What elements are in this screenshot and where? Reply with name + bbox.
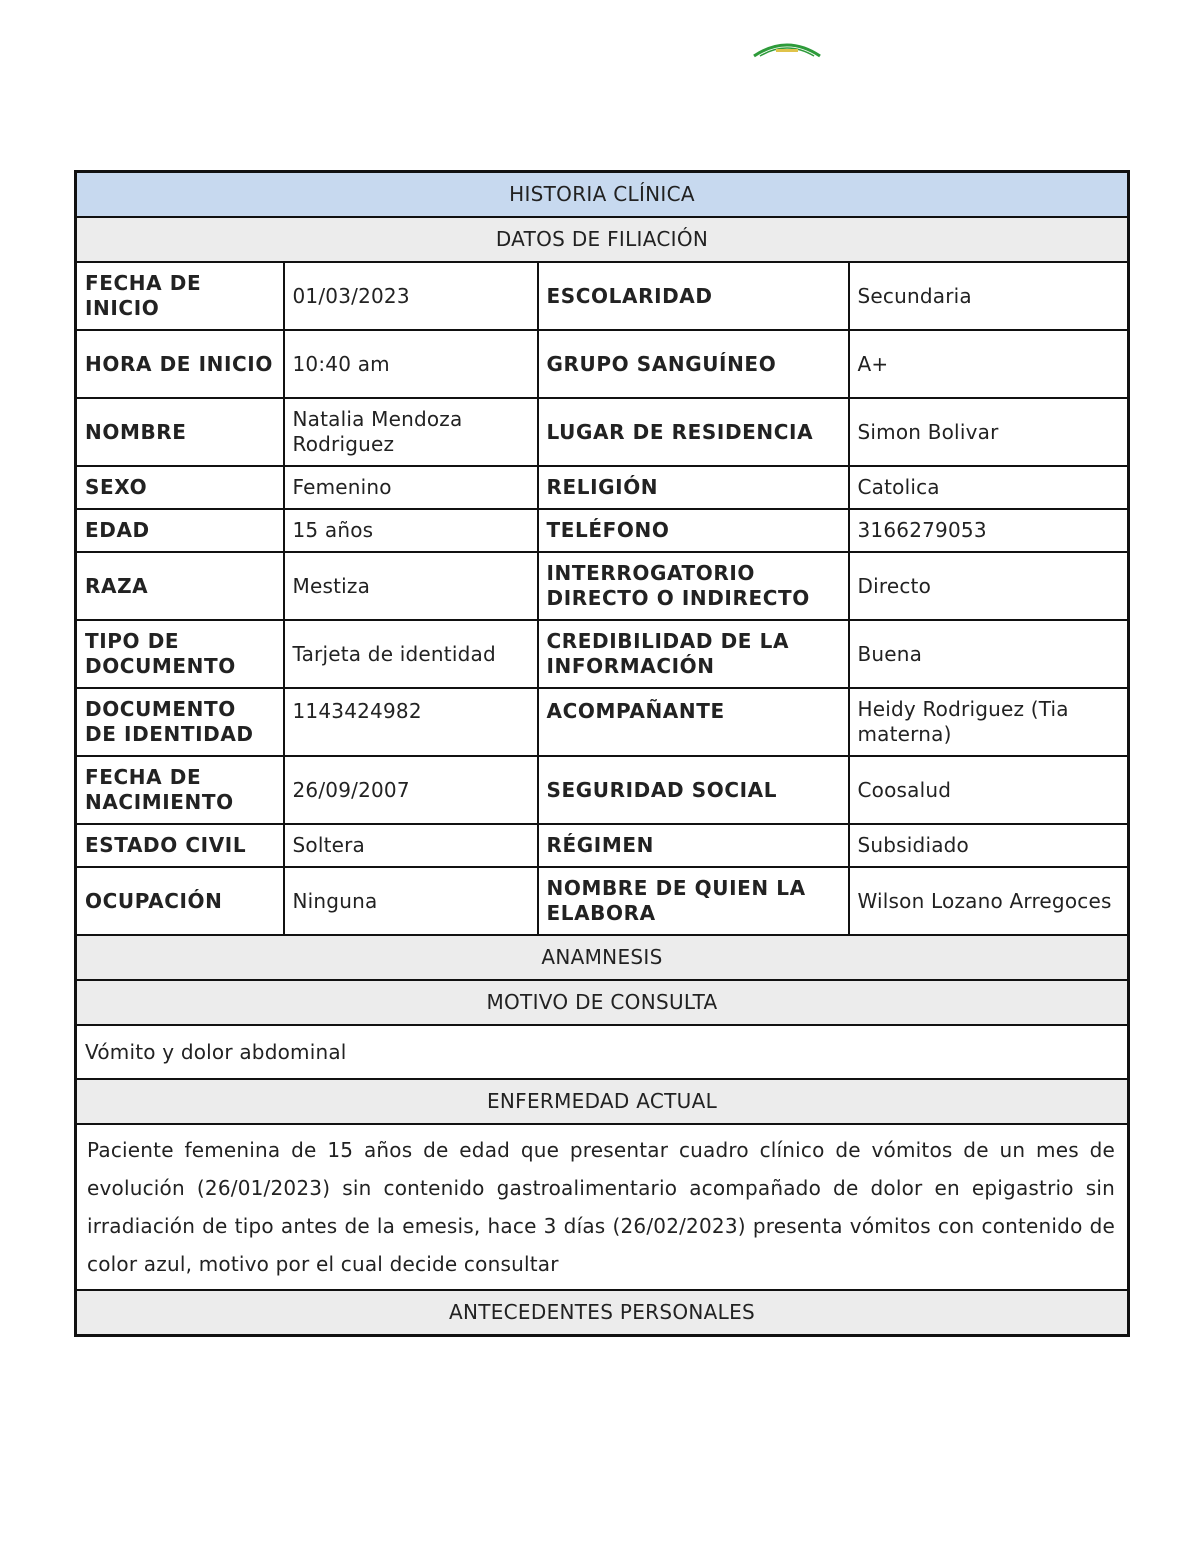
field-value: Secundaria [849, 262, 1129, 330]
field-value: 10:40 am [284, 330, 538, 398]
table-row [76, 398, 1129, 466]
field-label: ESCOLARIDAD [538, 262, 849, 330]
field-value: Catolica [849, 466, 1129, 509]
field-label: FECHA DE INICIO [76, 262, 284, 330]
field-value: Ninguna [284, 867, 538, 935]
field-value: Heidy Rodriguez (Tia materna) [849, 688, 1129, 756]
field-value: Natalia Mendoza Rodriguez [284, 398, 538, 466]
field-label: HORA DE INICIO [76, 330, 284, 398]
field-value: Mestiza [284, 552, 538, 620]
table-row [76, 466, 1129, 509]
table-row [76, 620, 1129, 688]
table-row [76, 509, 1129, 552]
field-value: 3166279053 [849, 509, 1129, 552]
clinical-history-table [74, 170, 1130, 1337]
field-label: LUGAR DE RESIDENCIA [538, 398, 849, 466]
table-row [76, 262, 1129, 330]
field-label: ESTADO CIVIL [76, 824, 284, 867]
field-value: 01/03/2023 [284, 262, 538, 330]
table-row [76, 330, 1129, 398]
field-label: ACOMPAÑANTE [538, 688, 849, 756]
field-label: NOMBRE [76, 398, 284, 466]
section-enfermedad-actual: ENFERMEDAD ACTUAL [76, 1079, 1129, 1124]
field-value: Tarjeta de identidad [284, 620, 538, 688]
field-label: SEGURIDAD SOCIAL [538, 756, 849, 824]
field-value: Buena [849, 620, 1129, 688]
table-row [76, 756, 1129, 824]
field-value: Wilson Lozano Arregoces [849, 867, 1129, 935]
field-label: INTERROGATORIO DIRECTO O INDIRECTO [538, 552, 849, 620]
field-value: Soltera [284, 824, 538, 867]
section-antecedentes-personales: ANTECEDENTES PERSONALES [76, 1290, 1129, 1336]
field-value: Coosalud [849, 756, 1129, 824]
field-label: RÉGIMEN [538, 824, 849, 867]
field-value: Simon Bolivar [849, 398, 1129, 466]
field-label: TIPO DE DOCUMENTO [76, 620, 284, 688]
field-value: 26/09/2007 [284, 756, 538, 824]
field-label: OCUPACIÓN [76, 867, 284, 935]
field-value: Subsidiado [849, 824, 1129, 867]
table-row [76, 867, 1129, 935]
table-row [76, 688, 1129, 756]
field-label: NOMBRE DE QUIEN LA ELABORA [538, 867, 849, 935]
field-label: GRUPO SANGUÍNEO [538, 330, 849, 398]
table-row [76, 824, 1129, 867]
university-seal-logo [752, 40, 822, 58]
field-label: TELÉFONO [538, 509, 849, 552]
field-label: RELIGIÓN [538, 466, 849, 509]
section-anamnesis: ANAMNESIS [76, 935, 1129, 980]
table-row [76, 552, 1129, 620]
section-motivo-consulta: MOTIVO DE CONSULTA [76, 980, 1129, 1025]
field-value: 1143424982 [284, 688, 538, 756]
enfermedad-actual-text: Paciente femenina de 15 años de edad que presentar cuadro clínico de vómitos de un mes de evolución (26/01/2023) sin contenido gastroalimentario acompañado de dolor en epigastrio sin irradiación de tipo antes de la emesis, hace 3 días (26/02/2023) presenta vómitos con contenido de color azul, motivo por el cual decide consultar [76, 1124, 1129, 1290]
field-value: A+ [849, 330, 1129, 398]
field-value: Directo [849, 552, 1129, 620]
motivo-consulta-text: Vómito y dolor abdominal [76, 1025, 1129, 1079]
field-label: FECHA DE NACIMIENTO [76, 756, 284, 824]
document-title: HISTORIA CLÍNICA [76, 172, 1129, 218]
field-label: RAZA [76, 552, 284, 620]
field-label: SEXO [76, 466, 284, 509]
field-value: 15 años [284, 509, 538, 552]
section-datos-filiacion: DATOS DE FILIACIÓN [76, 217, 1129, 262]
field-value: Femenino [284, 466, 538, 509]
field-label: EDAD [76, 509, 284, 552]
field-label: DOCUMENTO DE IDENTIDAD [76, 688, 284, 756]
field-label: CREDIBILIDAD DE LA INFORMACIÓN [538, 620, 849, 688]
